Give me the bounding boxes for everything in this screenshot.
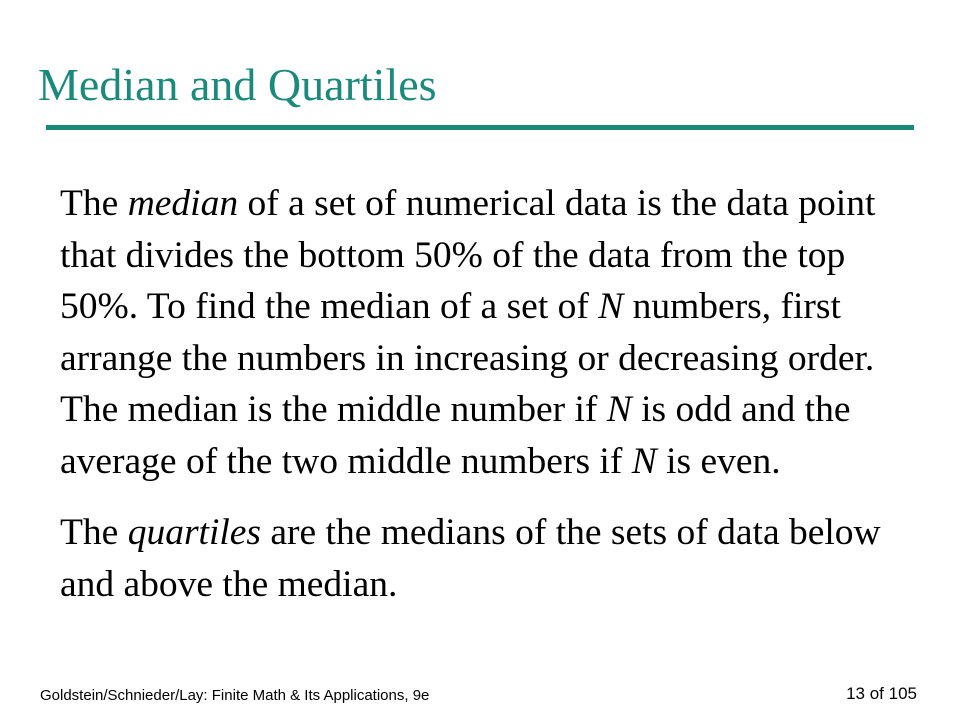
page-counter [846, 684, 917, 704]
title-underline [46, 125, 914, 130]
text-run: is even. [656, 440, 781, 482]
text-run: numbers, first arrange the numbers in increasing or decreasing order. The median is the middle number if [60, 286, 875, 430]
text-run: The [60, 512, 128, 553]
page-total: 105 [888, 684, 917, 703]
term-quartiles: quartiles [127, 512, 262, 553]
footer-source: Goldstein/Schnieder/Lay: Finite Math & Its Applications, 9e [40, 687, 430, 704]
slide-body [60, 178, 930, 610]
text-run: are the medians of the sets of data below and above the median. [60, 512, 881, 605]
page-number: 13 [846, 684, 865, 703]
variable-n: N [606, 389, 632, 430]
paragraph-median-definition [60, 178, 930, 487]
variable-n: N [631, 440, 657, 482]
page-separator: of [865, 684, 889, 703]
text-run: is odd and the average of the two middle numbers if [60, 389, 851, 482]
term-median: median [127, 183, 239, 224]
paragraph-quartiles-definition [60, 507, 930, 610]
text-run: of a set of numerical data is the data point that divides the bottom 50% of the data from the top 50%. To find the median of a set of [60, 183, 876, 327]
text-run: The [60, 183, 128, 224]
slide-title: Median and Quartiles [38, 59, 437, 110]
variable-n: N [598, 286, 624, 327]
